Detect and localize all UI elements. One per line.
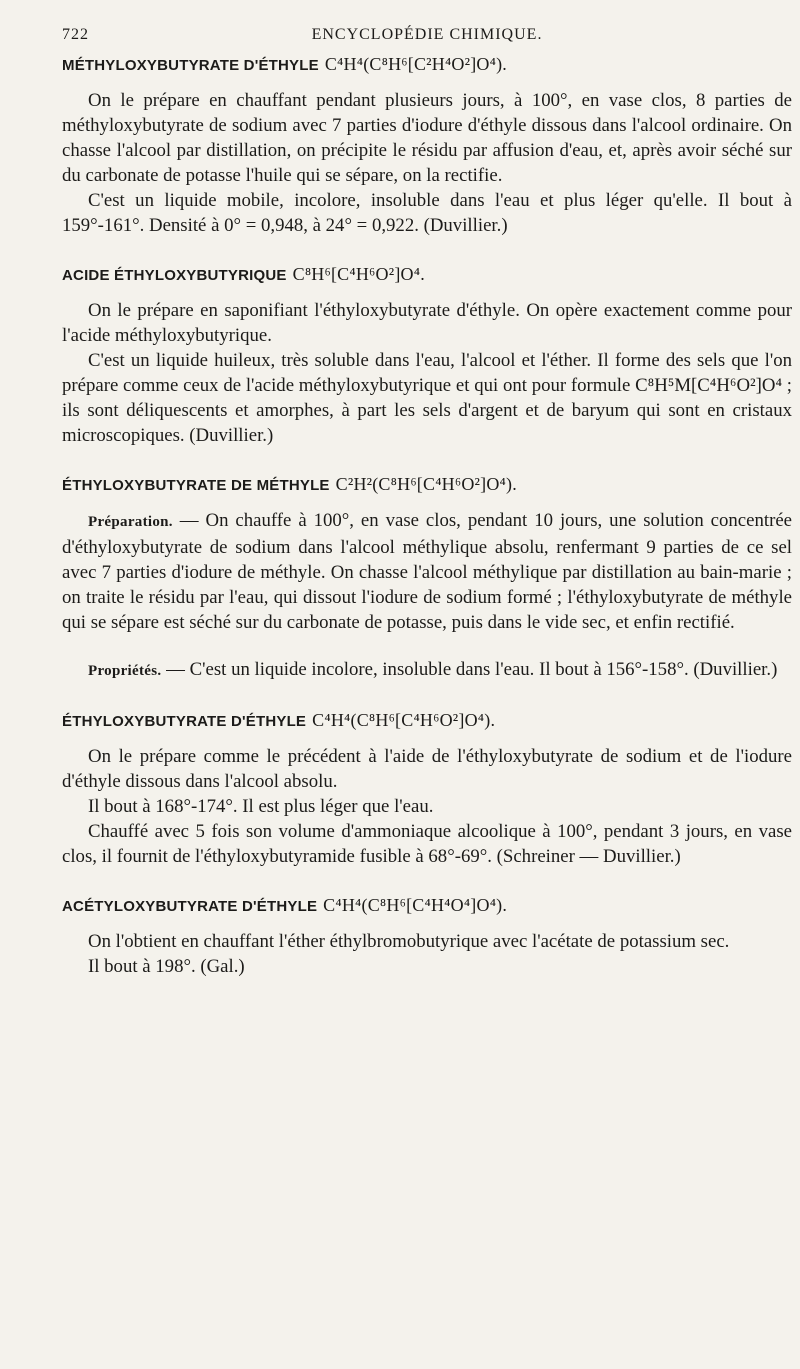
chemical-formula: C⁴H⁴(C⁸H⁶[C⁴H⁴O⁴]O⁴). <box>323 895 508 915</box>
proprietes-label: Propriétés. <box>88 663 162 679</box>
section-title: ÉTHYLOXYBUTYRATE D'ÉTHYLE <box>62 713 307 730</box>
section-heading <box>62 891 792 921</box>
paragraph: C'est un liquide mobile, incolore, insoluble dans l'eau et plus léger qu'elle. Il bout à 159°-161°. Densité à 0° = 0,948, à 24° = 0,922. (Duvillier.) <box>62 190 792 236</box>
section-title: MÉTHYLOXYBUTYRATE D'ÉTHYLE <box>62 57 319 74</box>
paragraph: Il bout à 168°-174°. Il est plus léger que l'eau. <box>88 796 434 817</box>
paragraph: On le prépare en saponifiant l'éthyloxybutyrate d'éthyle. On opère exactement comme pour l'acide méthyloxybutyrique. <box>62 300 792 346</box>
chemical-formula: C²H²(C⁸H⁶[C⁴H⁶O²]O⁴). <box>335 474 517 494</box>
section-heading <box>62 50 792 80</box>
preparation-text: — On chauffe à 100°, en vase clos, pendant 10 jours, une solution concentrée d'éthyloxybutyrate de sodium dans l'alcool méthylique absolu, renfermant 9 parties de ce sel avec 7 parties d'iodure de méthyle. On chasse l'alcool méthylique par distillation au bain-marie ; on traite le résidu par l'eau, qui dissout l'iodure de sodium formé ; l'éthyloxybutyrate de méthyle qui se sépare est séché sur du carbonate de potasse, puis dans le vide sec, et enfin rectifié. <box>62 510 792 633</box>
paragraph: On le prépare comme le précédent à l'aide de l'éthyloxybutyrate de sodium et de l'iodure d'éthyle dissous dans l'alcool absolu. <box>62 746 792 792</box>
journal-title: ENCYCLOPÉDIE CHIMIQUE. <box>311 26 543 43</box>
paragraph <box>62 508 792 635</box>
section-heading <box>62 470 792 500</box>
section-heading <box>62 706 792 736</box>
paragraph: On l'obtient en chauffant l'éther éthylbromobutyrique avec l'acétate de potassium sec. <box>88 931 730 952</box>
paragraph: C'est un liquide huileux, très soluble dans l'eau, l'alcool et l'éther. Il forme des sels que l'on prépare comme ceux de l'acide méthyloxybutyrique et qui ont pour formule C⁸H⁵M[C⁴H⁶O²]O⁴ ; ils sont déliquescents et amorphes, à part les sels d'argent et de baryum qui sont en cristaux microscopiques. (Duvillier.) <box>62 350 792 446</box>
document-page <box>62 22 792 979</box>
section-title: ÉTHYLOXYBUTYRATE DE MÉTHYLE <box>62 477 330 494</box>
paragraph: Chauffé avec 5 fois son volume d'ammoniaque alcoolique à 100°, pendant 3 jours, en vase clos, il fournit de l'éthyloxybutyramide fusible à 68°-69°. (Schreiner — Duvillier.) <box>62 821 792 867</box>
chemical-formula: C⁴H⁴(C⁸H⁶[C⁴H⁶O²]O⁴). <box>312 710 496 730</box>
chemical-formula: C⁸H⁶[C⁴H⁶O²]O⁴. <box>292 264 425 284</box>
section-title: ACIDE ÉTHYLOXYBUTYRIQUE <box>62 267 287 284</box>
paragraph <box>62 657 792 684</box>
paragraph: Il bout à 198°. (Gal.) <box>88 956 245 977</box>
page-number: 722 <box>62 26 89 43</box>
section-title: ACÉTYLOXYBUTYRATE D'ÉTHYLE <box>62 898 318 915</box>
section-heading <box>62 260 792 290</box>
proprietes-text: — C'est un liquide incolore, insoluble dans l'eau. Il bout à 156°-158°. (Duvillier.) <box>166 659 778 680</box>
preparation-label: Préparation. <box>88 514 173 530</box>
paragraph: On le prépare en chauffant pendant plusieurs jours, à 100°, en vase clos, 8 parties de méthyloxybutyrate de sodium avec 7 parties d'iodure d'éthyle dissous dans l'alcool ordinaire. On chasse l'alcool par distillation, on précipite le résidu par affusion d'eau, et, après avoir séché sur du carbonate de potasse l'huile qui se sépare, on la rectifie. <box>62 90 792 186</box>
running-header <box>62 22 792 50</box>
chemical-formula: C⁴H⁴(C⁸H⁶[C²H⁴O²]O⁴). <box>324 54 507 74</box>
